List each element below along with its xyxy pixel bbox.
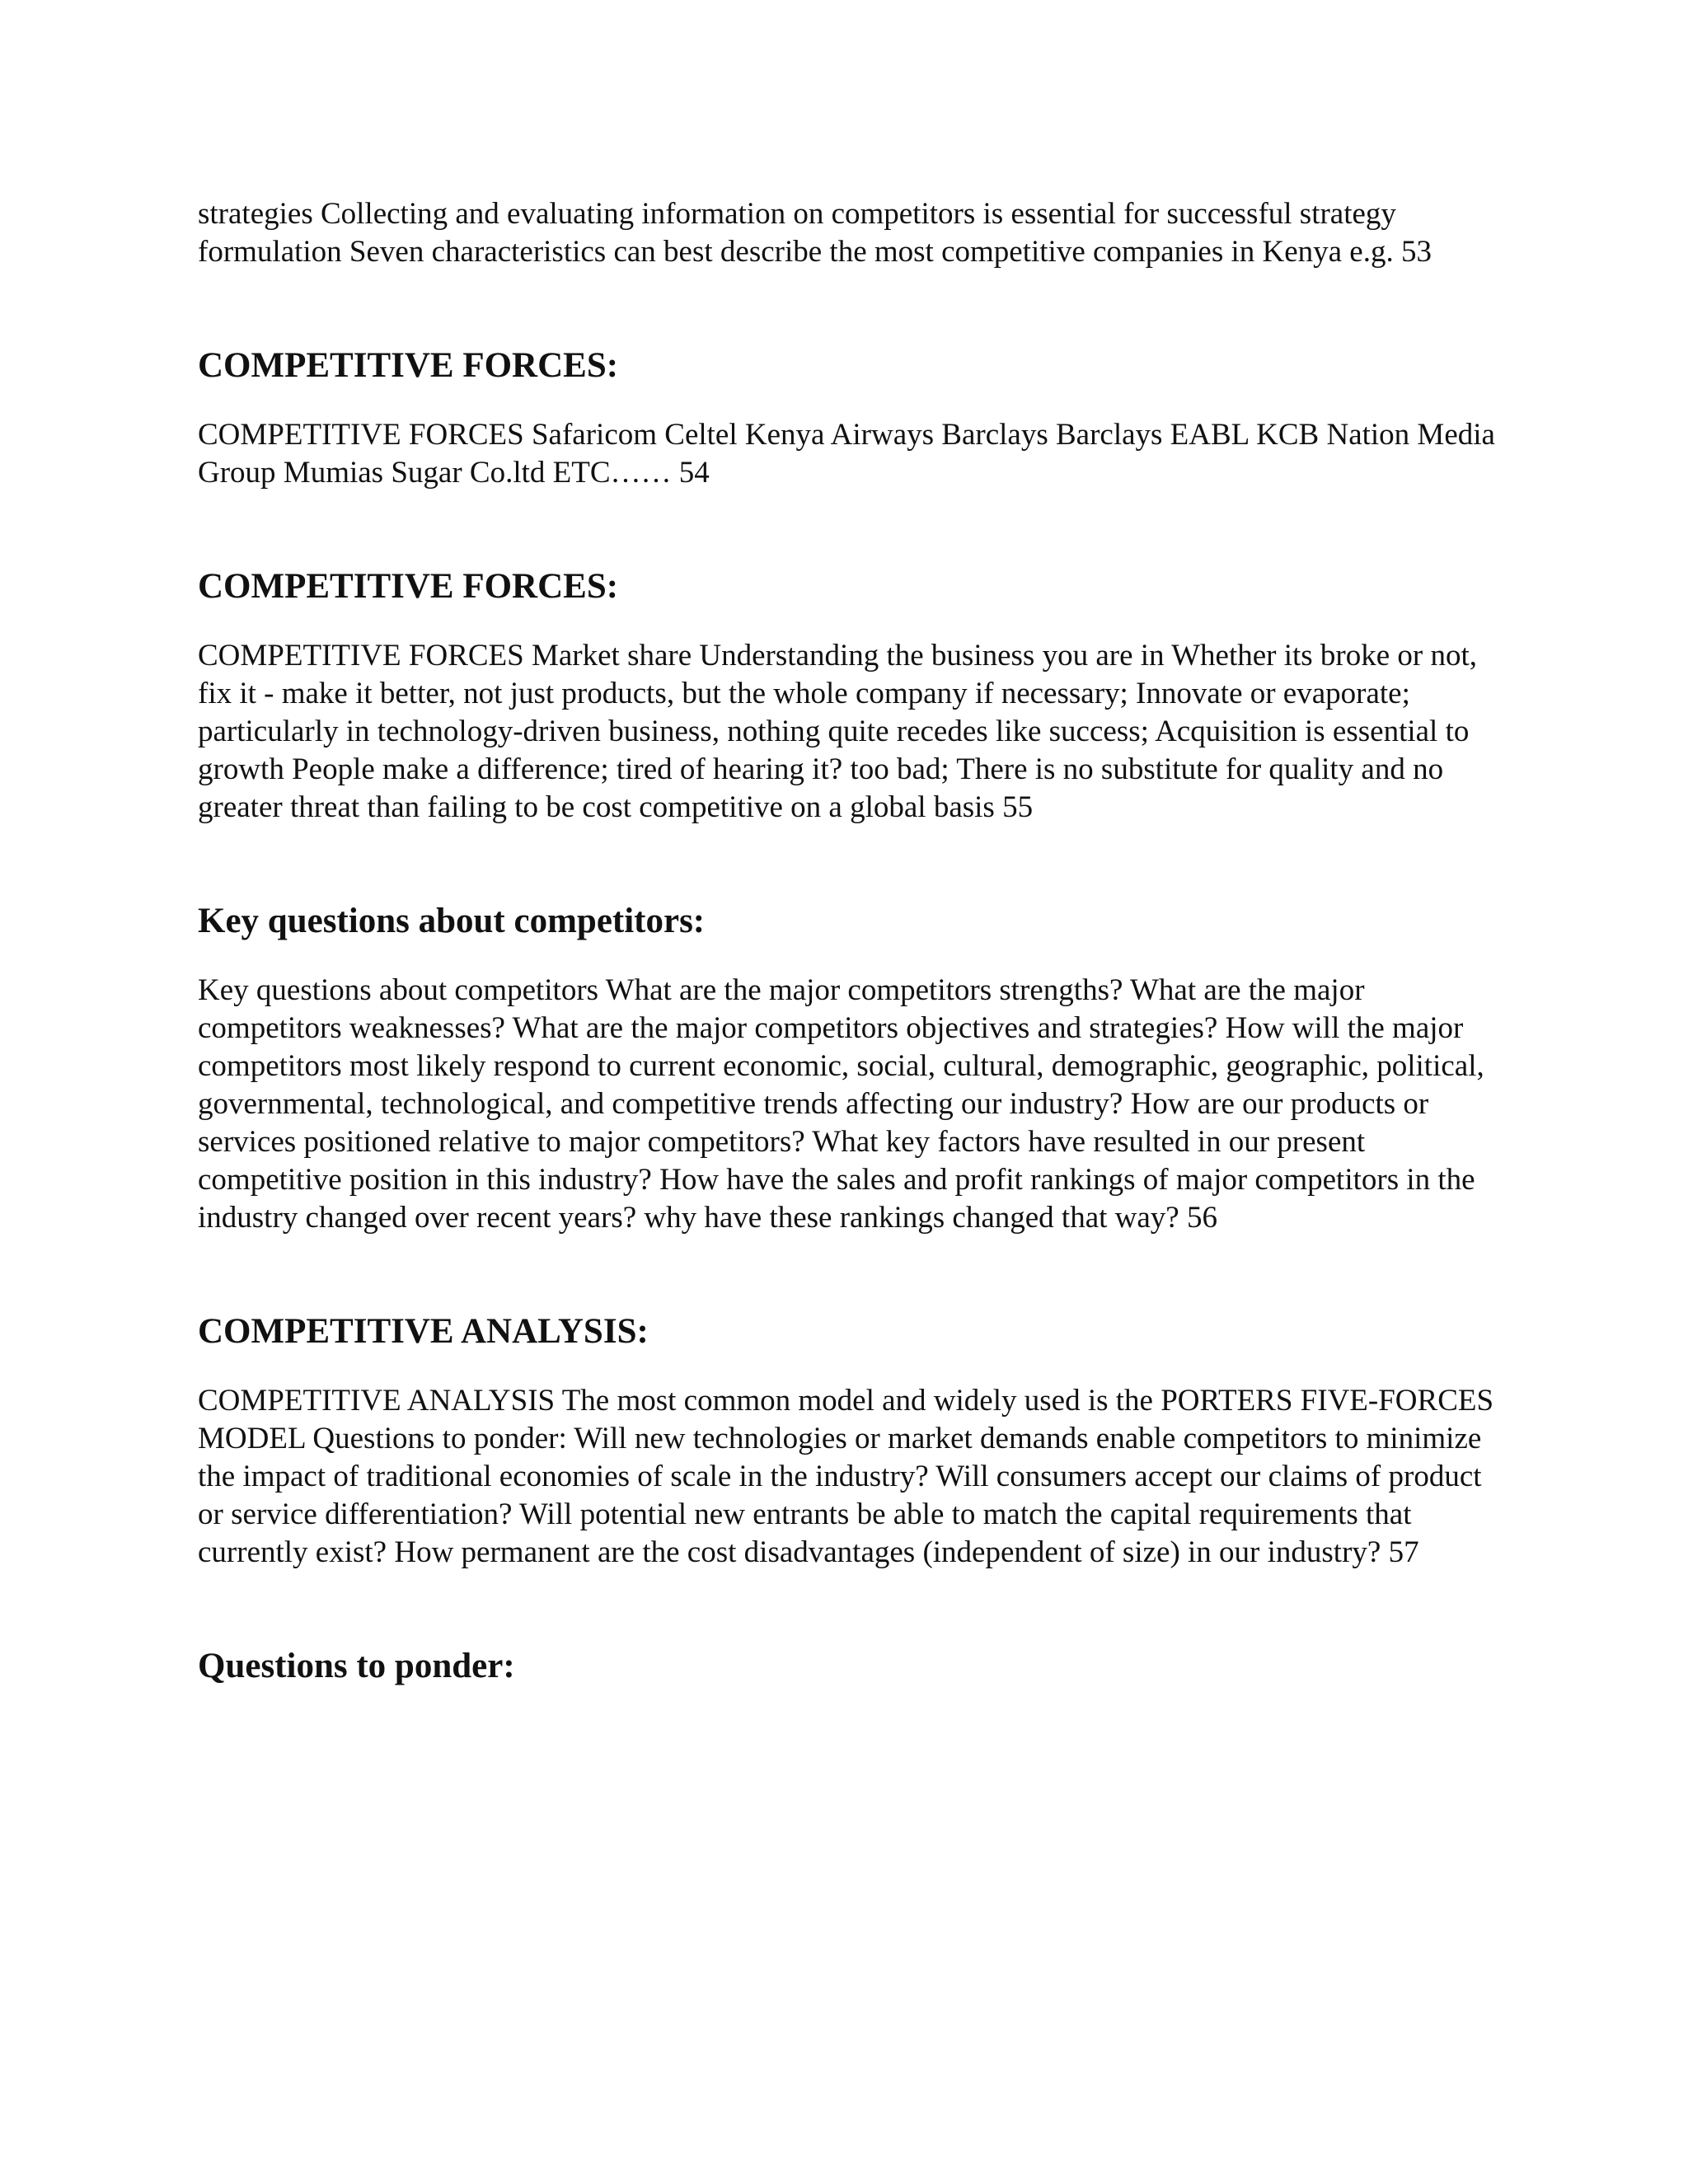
section-body-competitive-forces-1: COMPETITIVE FORCES Safaricom Celtel Kenya Airways Barclays Barclays EABL KCB Nation Media Group Mumias Sugar Co.ltd ETC…… 54 [198,418,1495,490]
spacer [198,388,1500,416]
section-body-key-questions: Key questions about competitors What are the major competitors strengths? What are the major competitors weaknesses? What are the major competitors objectives and strategies? How will the major competitors most likely respond to current economic, social, cultural, demographic, geographic, political, governmental, technological, and competitive trends affecting our industry? How are our products or services positioned relative to major competitors? What key factors have resulted in our present competitive position in this industry? How have the sales and profit rankings of major competitors in the industry changed over recent years? why have these rankings changed that way? 56 [198,973,1484,1235]
section-body-competitive-forces-2: COMPETITIVE FORCES Market share Understanding the business you are in Whether its broke or not, fix it - make it better, not just products, but the whole company if necessary; Innovate or evaporate; particularly in technology-driven business, nothing quite recedes like success; Acquisition is essential to growth People make a difference; tired of hearing it? too bad; There is no substitute for quality and no greater threat than failing to be cost competitive on a global basis 55 [198,639,1478,824]
section-heading-competitive-forces-1: COMPETITIVE FORCES: [198,346,619,385]
spacer [198,827,1500,899]
spacer [198,492,1500,565]
section-heading-key-questions: Key questions about competitors: [198,902,706,940]
section-heading-questions-to-ponder: Questions to ponder: [198,1647,515,1685]
document-page [198,195,1500,1689]
spacer [198,1354,1500,1382]
spacer [198,1572,1500,1644]
section-body-competitive-analysis: COMPETITIVE ANALYSIS The most common model and widely used is the PORTERS FIVE-FORCES MODEL Questions to ponder: Will new technologies or market demands enable competitors to minimize the impact of traditional economies of scale in the industry? Will consumers accept our claims of product or service differentiation? Will potential new entrants be able to match the capital requirements that currently exist? How permanent are the cost disadvantages (independent of size) in our industry? 57 [198,1384,1494,1569]
section-heading-competitive-analysis: COMPETITIVE ANALYSIS: [198,1312,649,1351]
section-heading-competitive-forces-2: COMPETITIVE FORCES: [198,567,619,606]
spacer [198,609,1500,637]
spacer [198,271,1500,344]
spacer [198,944,1500,972]
spacer [198,1237,1500,1310]
intro-paragraph: strategies Collecting and evaluating information on competitors is essential for successful strategy formulation Seven characteristics can best describe the most competitive companies in Kenya e.g. 53 [198,197,1432,269]
